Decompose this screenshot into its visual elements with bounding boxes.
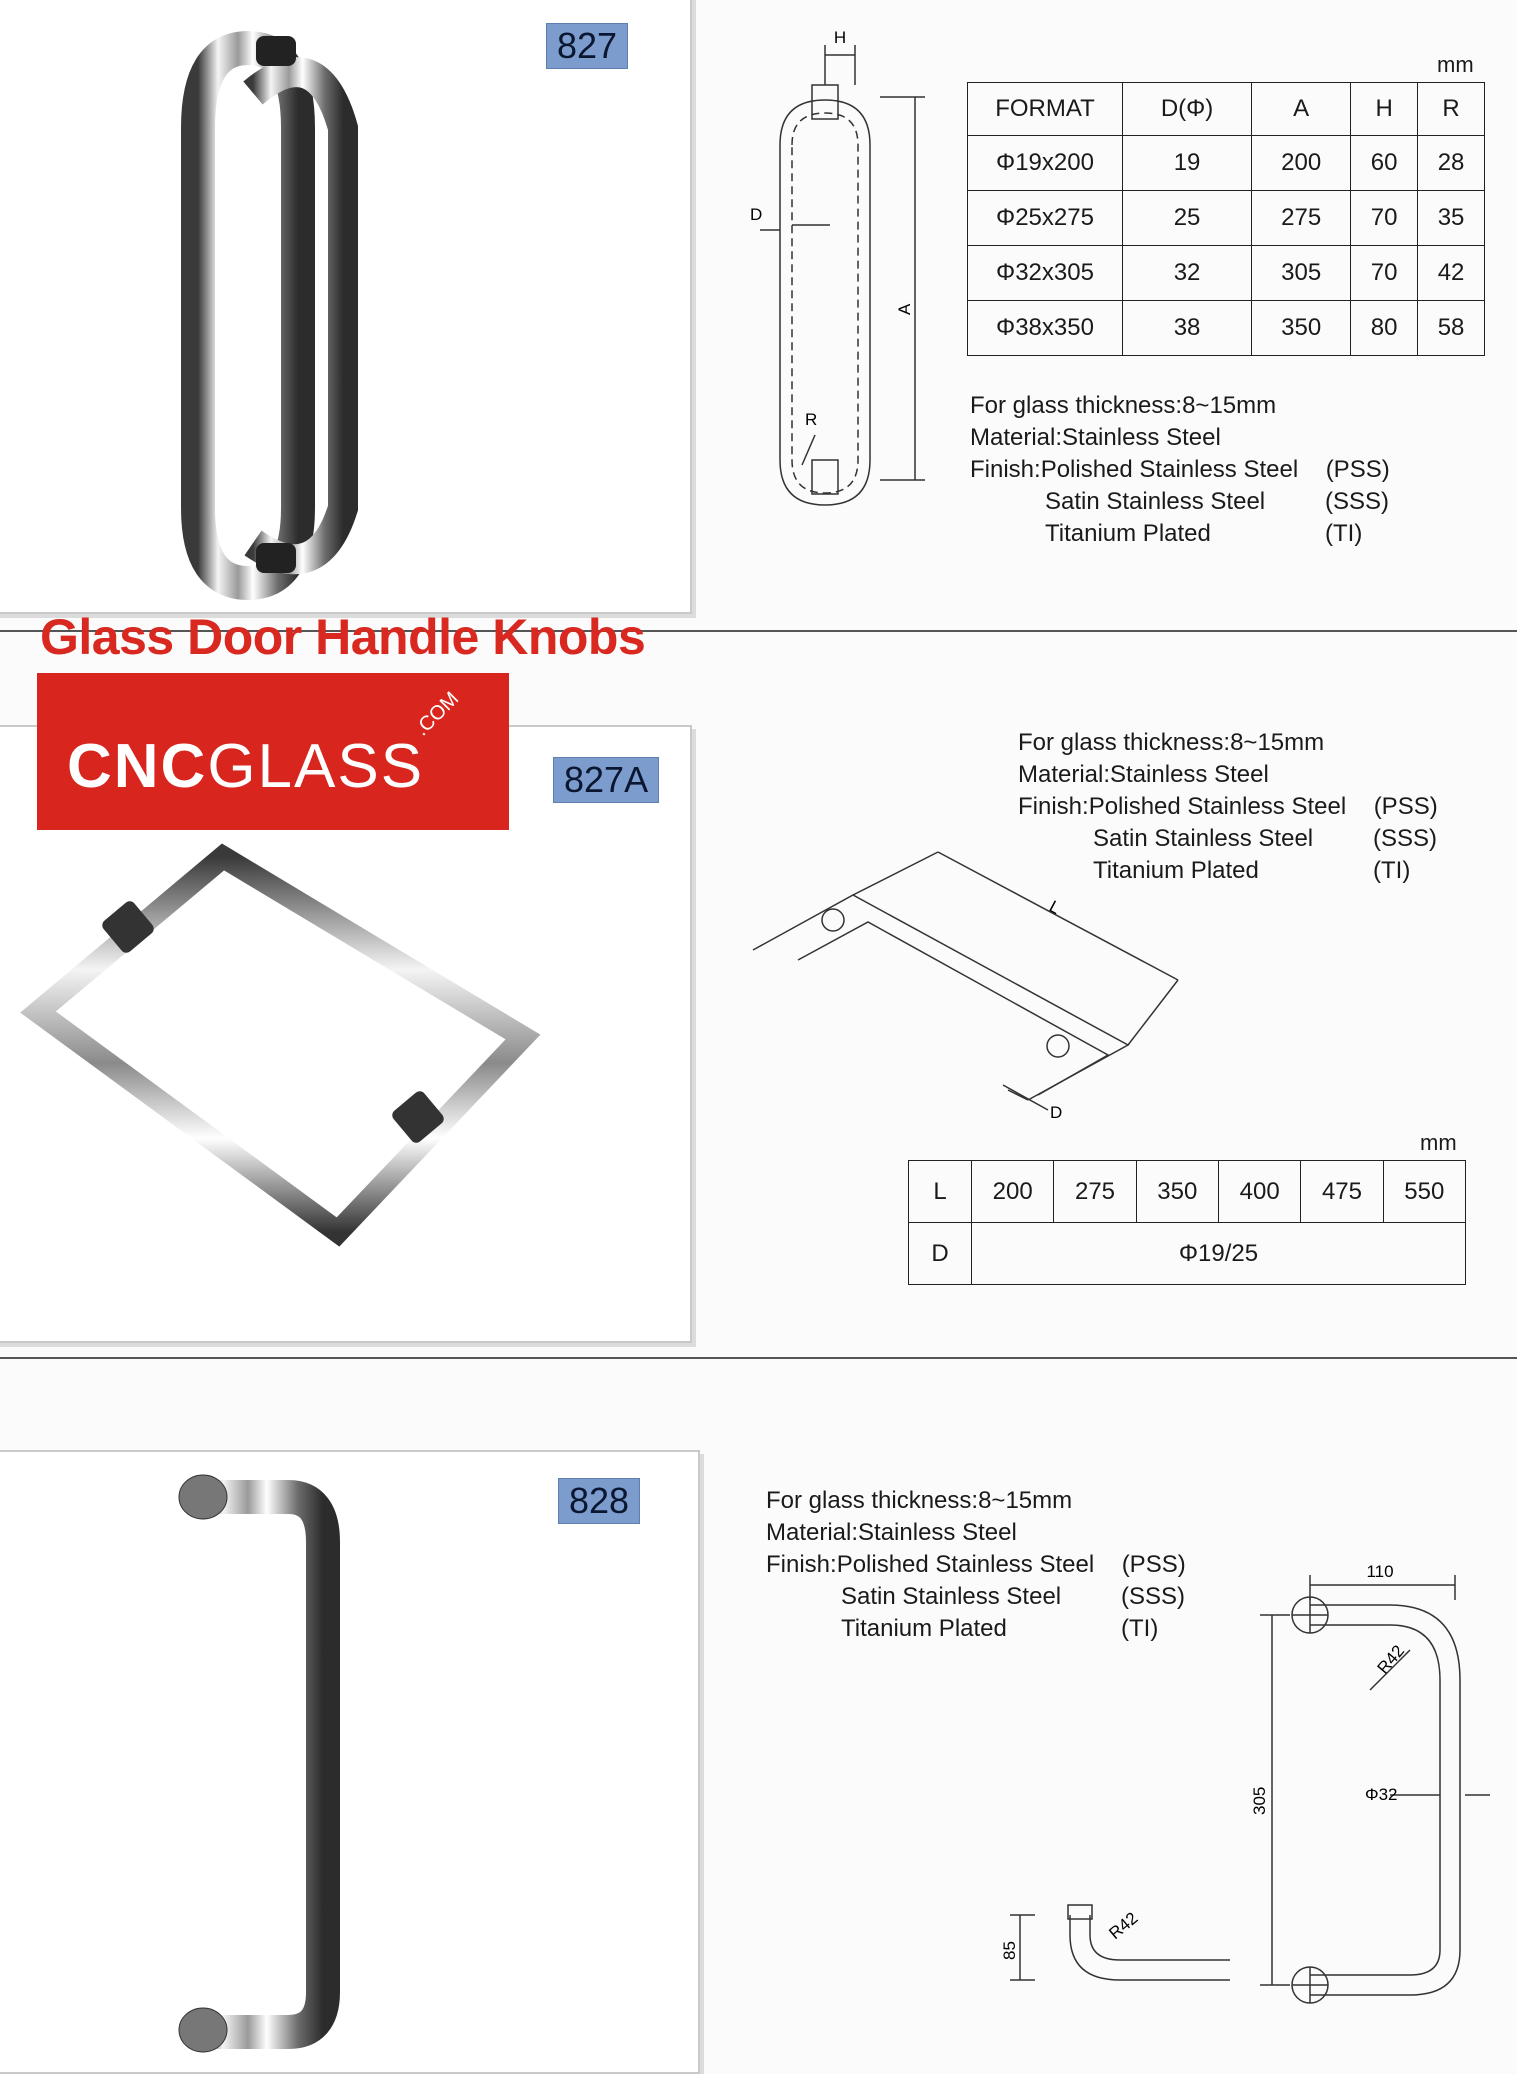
table-header: H — [1351, 83, 1418, 136]
finish-name: Titanium Plated — [1093, 857, 1259, 884]
finish-abbr: (SSS) — [1373, 825, 1438, 852]
handle-827-dimension-diagram — [730, 25, 930, 515]
finish-abbr: (PSS) — [1325, 456, 1390, 483]
spec-finish-label: Finish: — [1018, 793, 1089, 820]
dim-label-d: D — [750, 205, 763, 224]
finish-abbr: (PSS) — [1121, 1551, 1186, 1578]
spec-glass: For glass thickness:8~15mm — [1018, 729, 1325, 756]
finish-name: Satin Stainless Steel — [1045, 488, 1266, 515]
table-cell: Φ19/25 — [972, 1223, 1466, 1285]
dim-label-radius-side: R42 — [1105, 1908, 1142, 1944]
spec-finish-label: Finish: — [970, 456, 1041, 483]
finish-name: Satin Stainless Steel — [841, 1583, 1062, 1610]
table-header: FORMAT — [968, 83, 1123, 136]
dim-label-h: H — [833, 28, 847, 47]
spec-material: Material:Stainless Steel — [1018, 761, 1269, 788]
table-cell: 200 — [972, 1161, 1054, 1223]
finish-name: Titanium Plated — [1045, 520, 1211, 547]
spec-table-827 — [967, 82, 1485, 356]
product-code-badge: 827A — [553, 757, 659, 803]
finish-name: Titanium Plated — [841, 1615, 1007, 1642]
unit-label: mm — [1420, 1130, 1457, 1155]
finish-abbr: (TI) — [1121, 1615, 1159, 1642]
table-cell: Φ19x200 — [968, 136, 1123, 191]
finish-name: Polished Stainless Steel — [836, 1551, 1095, 1578]
product-code-badge: 827 — [546, 23, 628, 69]
logo-suffix: .COM — [410, 687, 464, 741]
table-cell: 25 — [1123, 191, 1252, 246]
finish-abbr: (PSS) — [1373, 793, 1438, 820]
table-cell: 350 — [1252, 301, 1351, 356]
table-cell: 32 — [1123, 246, 1252, 301]
unit-label: mm — [1437, 52, 1474, 77]
table-cell: 60 — [1351, 136, 1418, 191]
table-header: A — [1252, 83, 1351, 136]
table-cell: 305 — [1252, 246, 1351, 301]
table-header: R — [1418, 83, 1485, 136]
product-827-photo-panel — [0, 0, 692, 614]
dim-label-a: A — [895, 303, 914, 315]
table-cell: 275 — [1252, 191, 1351, 246]
table-cell: 350 — [1136, 1161, 1218, 1223]
logo-regular: GLASS — [207, 732, 425, 801]
finish-abbr: (TI) — [1325, 520, 1363, 547]
dim-label-height: 305 — [1250, 1786, 1269, 1815]
handle-827a-dimension-diagram — [748, 850, 1188, 1130]
spec-glass: For glass thickness:8~15mm — [766, 1487, 1073, 1514]
dim-label-d: D — [1050, 1103, 1063, 1122]
spec-finish-label: Finish: — [766, 1551, 837, 1578]
finish-name: Polished Stainless Steel — [1088, 793, 1347, 820]
finish-name: Polished Stainless Steel — [1040, 456, 1299, 483]
spec-block-827 — [970, 390, 1390, 550]
page-title: Glass Door Handle Knobs — [40, 609, 646, 665]
table-cell: 28 — [1418, 136, 1485, 191]
table-cell: 200 — [1252, 136, 1351, 191]
table-cell: 400 — [1218, 1161, 1300, 1223]
table-cell: 80 — [1351, 301, 1418, 356]
spec-material: Material:Stainless Steel — [970, 424, 1221, 451]
table-header: D(Φ) — [1123, 83, 1252, 136]
dim-label-depth: 85 — [1000, 1941, 1019, 1960]
table-cell: 58 — [1418, 301, 1485, 356]
logo-bold: CNC — [67, 732, 208, 801]
table-cell: Φ25x275 — [968, 191, 1123, 246]
finish-abbr: (TI) — [1373, 857, 1411, 884]
dim-label-r: R — [805, 410, 818, 429]
length-table-827a — [908, 1160, 1466, 1285]
product-code-badge: 828 — [558, 1478, 640, 1524]
table-cell: 275 — [1054, 1161, 1136, 1223]
handle-828-photo — [0, 1452, 698, 2072]
section-divider — [0, 1357, 1517, 1359]
finish-abbr: (SSS) — [1121, 1583, 1186, 1610]
product-828-photo-panel — [0, 1450, 700, 2074]
table-cell: 38 — [1123, 301, 1252, 356]
dim-label-radius: R42 — [1373, 1641, 1409, 1678]
spec-material: Material:Stainless Steel — [766, 1519, 1017, 1546]
dim-label-l: L — [1046, 896, 1064, 918]
table-cell: Φ38x350 — [968, 301, 1123, 356]
table-header: L — [909, 1161, 972, 1223]
table-cell: Φ32x305 — [968, 246, 1123, 301]
dim-label-diameter: Φ32 — [1365, 1785, 1398, 1804]
finish-name: Satin Stainless Steel — [1093, 825, 1314, 852]
handle-827-photo — [0, 0, 690, 612]
table-cell: 42 — [1418, 246, 1485, 301]
table-header: D — [909, 1223, 972, 1285]
handle-828-dimension-diagram — [990, 1550, 1500, 2045]
table-cell: 70 — [1351, 246, 1418, 301]
spec-glass: For glass thickness:8~15mm — [970, 392, 1277, 419]
finish-abbr: (SSS) — [1325, 488, 1390, 515]
table-cell: 35 — [1418, 191, 1485, 246]
table-cell: 550 — [1383, 1161, 1465, 1223]
table-cell: 70 — [1351, 191, 1418, 246]
brand-logo — [37, 673, 509, 830]
dim-label-width: 110 — [1366, 1562, 1394, 1581]
table-cell: 475 — [1301, 1161, 1383, 1223]
table-cell: 19 — [1123, 136, 1252, 191]
